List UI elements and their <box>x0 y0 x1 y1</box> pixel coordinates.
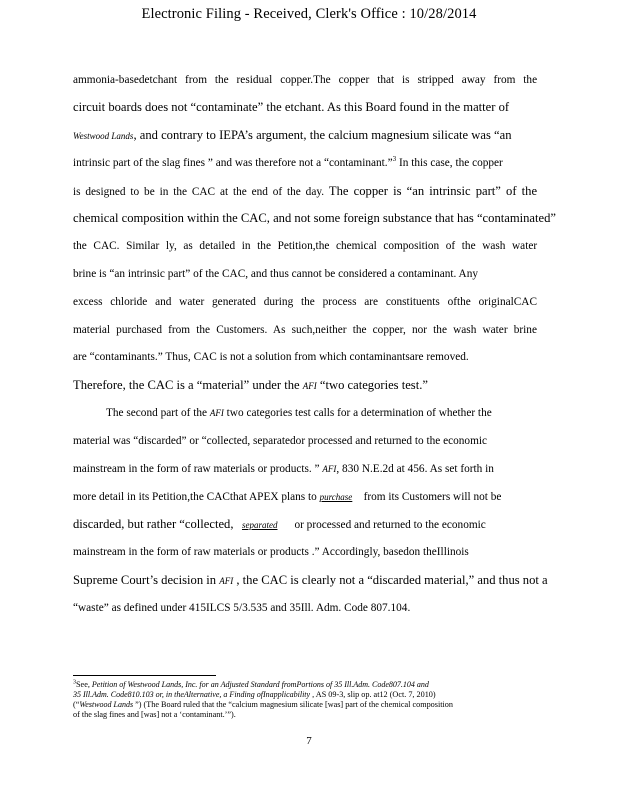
body-line-14: material was “discarded” or “collected, separatedor processed and returned to the economic <box>73 435 488 447</box>
footnote-line-4: of the slag fines and [was] not a ‘contaminant.’”). <box>73 710 236 719</box>
footnote-line-1: $^3$See, Petition of Westwood Lands, Inc. for an Adjusted Standard fromPortions of 35 Ill.Adm. Code807.104 and <box>73 679 429 689</box>
body-line-18: mainstream in the form of raw materials or products .” Accordingly, basedon theIllinois <box>73 546 469 558</box>
body-line-20: “waste” as defined under 415ILCS 5/3.535 and 35Ill. Adm. Code 807.104. <box>73 602 411 614</box>
purchase-underlined: purchase <box>319 492 353 502</box>
body-line-15: mainstream in the form of raw materials or products. ” AFI, 830 N.E.2d at 456. As set forth in <box>73 463 494 475</box>
afi-italic: AFI <box>302 381 317 391</box>
body-line-5: is designed to be in the CAC at the end of the day. The copper is “an intrinsic part” of the <box>73 184 538 198</box>
body-line-16: more detail in its Petition,the CACthat APEX plans to purchase from its Customers will not be <box>73 491 502 503</box>
footnote-divider <box>73 675 216 676</box>
body-line-9: excess chloride and water generated during the process are constituents ofthe originalCAC <box>73 296 537 308</box>
body-line-1: ammonia-basedetchant from the residual copper.The copper that is stripped away from the <box>73 74 538 86</box>
body-line-19: Supreme Court’s decision in AFI , the CAC is clearly not a “discarded material,” and thus not a <box>73 573 548 587</box>
afi-italic: AFI <box>219 576 234 586</box>
body-line-12: Therefore, the CAC is a “material” under the AFI “two categories test.” <box>73 378 428 392</box>
body-line-3: Westwood Lands, and contrary to IEPA’s argument, the calcium magnesium silicate was “an <box>73 128 512 142</box>
footnote-ref: 3 <box>392 155 397 164</box>
body-line-10: material purchased from the Customers. As such,neither the copper, nor the wash water brine <box>73 324 537 336</box>
body-line-7: the CAC. Similar ly, as detailed in the Petition,the chemical composition of the wash water <box>73 240 538 252</box>
body-line-2: circuit boards does not “contaminate” the etchant. As this Board found in the matter of <box>73 100 510 114</box>
body-line-6: chemical composition within the CAC, and not some foreign substance that has “contaminated” <box>73 211 556 225</box>
body-line-13: The second part of the AFI two categories test calls for a determination of whether the <box>106 407 492 419</box>
afi-italic: AFI <box>209 408 224 418</box>
afi-italic: AFI <box>322 464 337 474</box>
body-line-17: discarded, but rather “collected, separated or processed and returned to the economic <box>73 517 486 531</box>
footnote-line-3: (“Westwood Lands ”) (The Board ruled that the “calcium magnesium silicate [was] part of the chemical composition <box>73 700 453 709</box>
body-line-11: are “contaminants.” Thus, CAC is not a solution from which contaminantsare removed. <box>73 351 469 363</box>
separated-underlined: separated <box>241 520 278 530</box>
page-number: 7 <box>306 735 312 747</box>
body-line-4: intrinsic part of the slag fines ” and was therefore not a “contaminant.”$^3$ In this case, the copper <box>73 155 503 169</box>
footnote-line-2: 35 Ill.Adm. Code810.103 or, in theAlternative, a Finding ofInapplicability , AS 09-3, slip op. at12 (Oct. 7, 2010) <box>73 690 436 699</box>
filing-header: Electronic Filing - Received, Clerk's Office : 10/28/2014 <box>141 6 477 22</box>
body-line-8: brine is “an intrinsic part” of the CAC, and thus cannot be considered a contaminant. Any <box>73 268 479 280</box>
